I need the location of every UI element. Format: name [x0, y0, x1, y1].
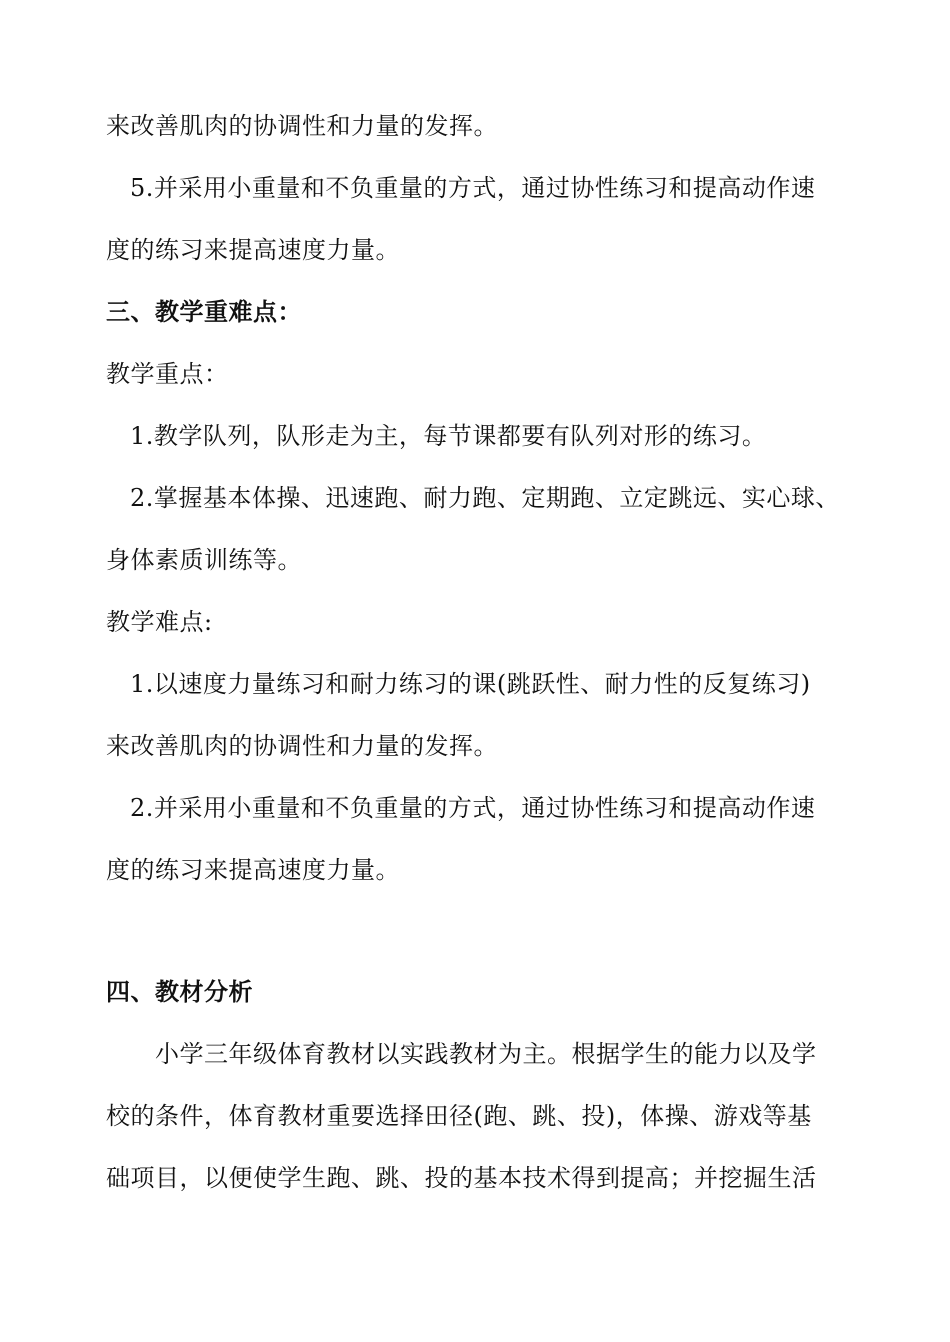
subheading-key-points: 教学重点：: [106, 360, 229, 388]
list-item-1: 1.教学队列，队形走为主，每节课都要有队列对形的练习。: [130, 422, 767, 450]
paragraph-line: 度的练习来提高速度力量。: [106, 236, 400, 264]
list-item-1: 1.以速度力量练习和耐力练习的课(跳跃性、耐力性的反复练习): [130, 670, 811, 698]
list-item-5: 5.并采用小重量和不负重量的方式，通过协性练习和提高动作速: [130, 174, 816, 202]
section-heading-3: 三、教学重难点：: [106, 298, 302, 326]
paragraph-line: 度的练习来提高速度力量。: [106, 856, 400, 884]
paragraph-line: 身体素质训练等。: [106, 546, 302, 574]
paragraph-line: 来改善肌肉的协调性和力量的发挥。: [106, 112, 498, 140]
list-item-2: 2.掌握基本体操、迅速跑、耐力跑、定期跑、立定跳远、实心球、: [130, 484, 840, 512]
subheading-difficulties: 教学难点:: [106, 608, 213, 636]
paragraph-line: 校的条件，体育教材重要选择田径(跑、跳、投)，体操、游戏等基: [106, 1102, 812, 1130]
list-item-2: 2.并采用小重量和不负重量的方式，通过协性练习和提高动作速: [130, 794, 816, 822]
section-heading-4: 四、教材分析: [106, 978, 253, 1006]
paragraph-line: 小学三年级体育教材以实践教材为主。根据学生的能力以及学: [155, 1040, 817, 1068]
paragraph-line: 来改善肌肉的协调性和力量的发挥。: [106, 732, 498, 760]
paragraph-line: 础项目，以便使学生跑、跳、投的基本技术得到提高；并挖掘生活: [106, 1164, 817, 1192]
